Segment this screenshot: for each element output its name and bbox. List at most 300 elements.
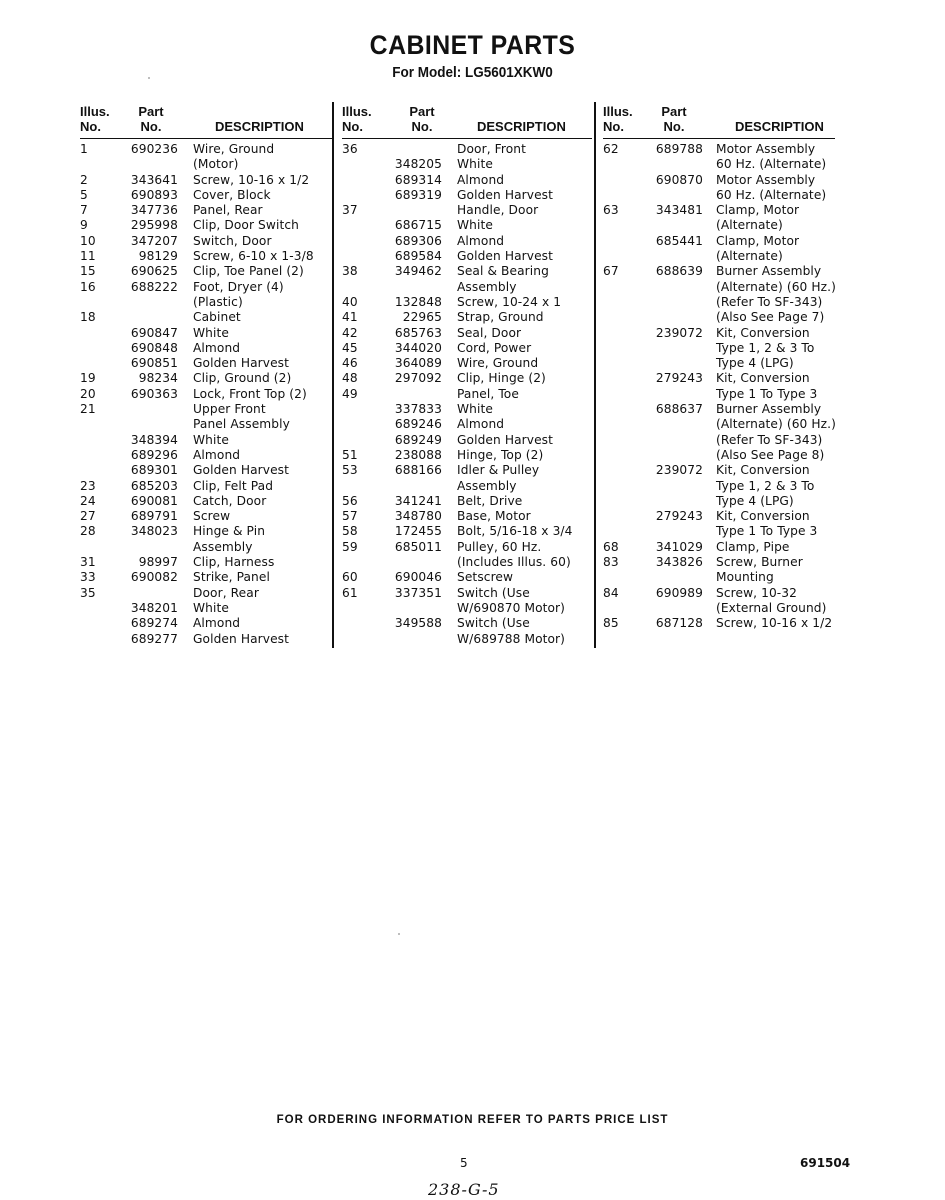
illus-no: 62 [603, 142, 619, 156]
parts-row [80, 433, 332, 448]
description: Upper Front [193, 402, 266, 417]
parts-row [80, 524, 332, 539]
description: Handle, Door [457, 203, 539, 218]
part-no [637, 601, 716, 616]
illus-no [80, 356, 118, 371]
illus-no [80, 448, 118, 463]
parts-row [80, 463, 332, 478]
description: Idler & Pulley [457, 463, 540, 478]
parts-row [342, 601, 592, 616]
parts-row [80, 218, 332, 233]
description: Kit, Conversion [716, 509, 810, 524]
description: Door, Rear [193, 585, 259, 600]
illus-no [80, 341, 118, 356]
illus-no: 35 [80, 585, 96, 600]
parts-row [342, 188, 592, 203]
column-header [80, 104, 332, 139]
part-no: 689791 [130, 509, 178, 524]
part-no: 690363 [130, 386, 178, 401]
parts-row [603, 326, 835, 341]
description: Panel, Rear [193, 203, 263, 218]
parts-row [342, 524, 592, 539]
model-subtitle: For Model: LG5601XKW0 [392, 64, 553, 81]
description-header: DESCRIPTION [477, 119, 566, 134]
illus-no: 53 [342, 463, 358, 478]
illus-no [342, 555, 382, 570]
part-no [637, 341, 716, 356]
description: Cord, Power [457, 340, 532, 355]
parts-row [342, 157, 592, 172]
part-no [637, 417, 716, 432]
illus-no: 67 [603, 264, 619, 279]
illus-no [342, 479, 382, 494]
parts-row [603, 570, 835, 585]
description: Almond [193, 340, 241, 355]
illus-no [603, 509, 637, 524]
parts-row [80, 310, 332, 325]
description: Clip, Ground (2) [193, 371, 292, 386]
description: Clip, Harness [193, 555, 275, 570]
part-no [637, 387, 716, 402]
parts-row [603, 249, 835, 264]
description: Type 4 (LPG) [716, 493, 794, 508]
description: (Refer To SF-343) [716, 294, 823, 309]
parts-column-1 [80, 104, 332, 647]
illus-no [603, 249, 637, 264]
parts-row [80, 494, 332, 509]
part-no: 688166 [394, 463, 442, 478]
illus-no [603, 463, 637, 478]
description: Golden Harvest [457, 187, 554, 202]
parts-row [603, 540, 835, 555]
parts-row [80, 540, 332, 555]
parts-row [603, 448, 835, 463]
parts-row [80, 509, 332, 524]
illus-no-header: Illus. No. [342, 104, 372, 134]
description-header: DESCRIPTION [215, 119, 304, 134]
parts-row [342, 494, 592, 509]
description: Type 1 To Type 3 [716, 524, 818, 539]
part-no [382, 555, 457, 570]
description: Clip, Hinge (2) [457, 371, 546, 386]
part-no [118, 540, 193, 555]
illus-no [603, 570, 637, 585]
part-no: 348780 [394, 509, 442, 524]
description: Clamp, Motor [716, 233, 800, 248]
description: Clamp, Motor [716, 203, 800, 218]
illus-no: 60 [342, 570, 358, 585]
illus-no: 24 [80, 493, 96, 508]
ordering-note: FOR ORDERING INFORMATION REFER TO PARTS PRICE LIST [276, 1114, 669, 1126]
illus-no [80, 326, 118, 341]
part-no [637, 494, 716, 509]
description: Motor Assembly [716, 172, 816, 187]
part-no [118, 295, 193, 310]
illus-no: 59 [342, 539, 358, 554]
part-no: 689249 [394, 432, 442, 447]
illus-no [342, 402, 382, 417]
illus-no [603, 157, 637, 172]
part-no: 687128 [655, 616, 703, 631]
part-no: 239072 [655, 325, 703, 340]
part-no: 689277 [130, 631, 178, 646]
illus-no: 21 [80, 402, 96, 417]
part-no: 685763 [394, 325, 442, 340]
illus-no: 10 [80, 233, 96, 248]
part-no: 689296 [130, 447, 178, 462]
part-no [637, 157, 716, 172]
illus-no: 57 [342, 509, 358, 524]
illus-no [342, 280, 382, 295]
illus-no: 38 [342, 264, 358, 279]
part-no: 689301 [130, 463, 178, 478]
part-no: 132848 [394, 294, 442, 309]
part-no: 98234 [138, 371, 178, 386]
description: Almond [457, 172, 505, 187]
description: White [193, 325, 229, 340]
parts-row [603, 479, 835, 494]
parts-row [80, 234, 332, 249]
description: Setscrew [457, 570, 514, 585]
description: Pulley, 60 Hz. [457, 539, 542, 554]
illus-no: 45 [342, 340, 358, 355]
parts-row [342, 632, 592, 647]
illus-no: 46 [342, 356, 358, 371]
description: Belt, Drive [457, 493, 523, 508]
description: Kit, Conversion [716, 371, 810, 386]
description: Golden Harvest [457, 432, 554, 447]
description: Clip, Door Switch [193, 218, 299, 233]
part-no: 685011 [394, 539, 442, 554]
part-no: 690851 [130, 356, 178, 371]
illus-no [603, 173, 637, 188]
parts-row [603, 310, 835, 325]
illus-no-header: Illus. No. [603, 104, 633, 134]
parts-list [80, 139, 332, 647]
illus-no: 56 [342, 493, 358, 508]
description: Catch, Door [193, 493, 267, 508]
part-no: 688637 [655, 402, 703, 417]
description: Type 1 To Type 3 [716, 386, 818, 401]
description: Screw, 10-16 x 1/2 [193, 172, 310, 187]
parts-row [603, 218, 835, 233]
illus-no: 58 [342, 524, 358, 539]
part-no [637, 249, 716, 264]
part-no-header: Part No. [409, 104, 435, 134]
part-no [118, 157, 193, 172]
illus-no: 9 [80, 218, 88, 233]
illus-no: 68 [603, 539, 619, 554]
part-no: 688639 [655, 264, 703, 279]
description: Type 1, 2 & 3 To [716, 340, 815, 355]
parts-row [342, 570, 592, 585]
description: (External Ground) [716, 600, 827, 615]
parts-row [342, 310, 592, 325]
parts-row [603, 203, 835, 218]
description: Clamp, Pipe [716, 539, 790, 554]
parts-list [342, 139, 592, 647]
part-no: 343826 [655, 555, 703, 570]
description: W/690870 Motor) [457, 600, 566, 615]
parts-row [603, 417, 835, 432]
part-no: 349462 [394, 264, 442, 279]
parts-row [603, 555, 835, 570]
parts-row [603, 280, 835, 295]
illus-no: 31 [80, 555, 96, 570]
part-no: 238088 [394, 447, 442, 462]
parts-row [80, 173, 332, 188]
part-no: 689314 [394, 172, 442, 187]
illus-no [342, 601, 382, 616]
part-no: 341029 [655, 539, 703, 554]
description: Kit, Conversion [716, 463, 810, 478]
illus-no: 16 [80, 279, 96, 294]
illus-no: 11 [80, 249, 96, 264]
part-no: 690847 [130, 325, 178, 340]
illus-no [603, 524, 637, 539]
parts-row [342, 509, 592, 524]
parts-row [80, 249, 332, 264]
part-no [637, 524, 716, 539]
part-no: 690082 [130, 570, 178, 585]
parts-row [342, 586, 592, 601]
parts-column-3 [603, 104, 835, 632]
parts-row [342, 371, 592, 386]
column-header [342, 104, 592, 139]
description: Golden Harvest [193, 356, 290, 371]
part-no: 297092 [394, 371, 442, 386]
part-no: 349588 [394, 616, 442, 631]
parts-row [603, 157, 835, 172]
illus-no-header: Illus. No. [80, 104, 110, 134]
illus-no [603, 341, 637, 356]
part-no: 239072 [655, 463, 703, 478]
parts-row [80, 387, 332, 402]
illus-no [80, 433, 118, 448]
part-no [637, 280, 716, 295]
parts-row [603, 264, 835, 279]
illus-no: 85 [603, 616, 619, 631]
part-no: 295998 [130, 218, 178, 233]
description: Almond [193, 447, 241, 462]
illus-no: 7 [80, 203, 88, 218]
parts-row [342, 448, 592, 463]
part-no: 690870 [655, 172, 703, 187]
description: Cabinet [193, 310, 241, 325]
description: Base, Motor [457, 509, 531, 524]
part-no: 98997 [138, 555, 178, 570]
illus-no [80, 601, 118, 616]
part-no: 690989 [655, 585, 703, 600]
part-no [118, 417, 193, 432]
description: White [457, 218, 493, 233]
illus-no [342, 616, 382, 631]
description: Screw, 10-24 x 1 [457, 294, 562, 309]
parts-row [342, 326, 592, 341]
parts-column-2 [342, 104, 592, 647]
description: Mounting [716, 570, 774, 585]
illus-no [80, 632, 118, 647]
description: Switch, Door [193, 233, 272, 248]
description: Bolt, 5/16-18 x 3/4 [457, 524, 573, 539]
part-no: 348394 [130, 432, 178, 447]
part-no: 689319 [394, 187, 442, 202]
description: Screw, Burner [716, 555, 803, 570]
illus-no [342, 249, 382, 264]
part-no [637, 479, 716, 494]
description: Golden Harvest [457, 249, 554, 264]
part-no: 348023 [130, 524, 178, 539]
parts-row [80, 448, 332, 463]
parts-row [603, 173, 835, 188]
description: Screw, 10-16 x 1/2 [716, 616, 833, 631]
part-no: 347736 [130, 203, 178, 218]
illus-no: 27 [80, 509, 96, 524]
parts-row [603, 494, 835, 509]
description: 60 Hz. (Alternate) [716, 187, 827, 202]
parts-row [80, 295, 332, 310]
illus-no [603, 310, 637, 325]
illus-no [603, 601, 637, 616]
description: Assembly [457, 478, 517, 493]
parts-row [80, 479, 332, 494]
description: W/689788 Motor) [457, 631, 566, 646]
illus-no: 63 [603, 203, 619, 218]
part-no: 686715 [394, 218, 442, 233]
parts-row [342, 234, 592, 249]
illus-no: 84 [603, 585, 619, 600]
description: (Alternate) (60 Hz.) [716, 417, 836, 432]
illus-no [603, 479, 637, 494]
parts-row [603, 387, 835, 402]
part-no [637, 448, 716, 463]
description: Seal & Bearing [457, 264, 549, 279]
part-no: 172455 [394, 524, 442, 539]
parts-row [342, 142, 592, 157]
parts-row [80, 586, 332, 601]
parts-row [80, 601, 332, 616]
parts-row [80, 555, 332, 570]
part-no [118, 310, 193, 325]
parts-row [603, 586, 835, 601]
part-no-header: Part No. [138, 104, 164, 134]
illus-no [603, 448, 637, 463]
parts-row [603, 234, 835, 249]
description: Almond [457, 233, 505, 248]
page-title: CABINET PARTS [369, 30, 576, 60]
illus-no [342, 417, 382, 432]
parts-row [80, 632, 332, 647]
parts-row [342, 203, 592, 218]
illus-no [342, 173, 382, 188]
parts-row [342, 387, 592, 402]
description: (Also See Page 7) [716, 310, 825, 325]
part-no: 337833 [394, 402, 442, 417]
parts-row [80, 356, 332, 371]
illus-no: 37 [342, 203, 358, 218]
part-no [637, 218, 716, 233]
part-no: 690848 [130, 340, 178, 355]
parts-list [603, 139, 835, 632]
description: White [193, 600, 229, 615]
part-no [382, 601, 457, 616]
illus-no [80, 463, 118, 478]
description: Switch (Use [457, 585, 530, 600]
description: (Refer To SF-343) [716, 432, 823, 447]
part-no [118, 586, 193, 601]
part-no [637, 310, 716, 325]
illus-no [603, 326, 637, 341]
parts-row [603, 402, 835, 417]
illus-no [80, 540, 118, 555]
description: Panel, Toe [457, 386, 519, 401]
description: (Includes Illus. 60) [457, 555, 571, 570]
description: Screw [193, 509, 231, 524]
description: (Alternate) [716, 218, 783, 233]
part-no [382, 387, 457, 402]
parts-row [342, 280, 592, 295]
illus-no [603, 494, 637, 509]
description: Screw, 6-10 x 1-3/8 [193, 249, 314, 264]
part-no: 685203 [130, 478, 178, 493]
parts-row [80, 264, 332, 279]
description: Strap, Ground [457, 310, 544, 325]
part-no: 341241 [394, 493, 442, 508]
description: Almond [457, 417, 505, 432]
part-no: 689306 [394, 233, 442, 248]
parts-row [342, 264, 592, 279]
description: Wire, Ground [193, 142, 275, 156]
description: Door, Front [457, 142, 526, 156]
illus-no [603, 295, 637, 310]
illus-no: 1 [80, 142, 88, 156]
part-no: 348201 [130, 600, 178, 615]
part-no: 690236 [130, 142, 178, 156]
part-no: 22965 [402, 310, 442, 325]
parts-row [603, 142, 835, 157]
part-no [118, 402, 193, 417]
illus-no: 36 [342, 142, 358, 156]
illus-no [342, 632, 382, 647]
part-no [382, 203, 457, 218]
parts-row [603, 616, 835, 631]
description: White [457, 157, 493, 172]
description-header: DESCRIPTION [735, 119, 824, 134]
illus-no [342, 433, 382, 448]
description: White [457, 402, 493, 417]
part-no: 343481 [655, 203, 703, 218]
illus-no [342, 234, 382, 249]
illus-no [603, 433, 637, 448]
parts-row [342, 433, 592, 448]
part-no: 343641 [130, 172, 178, 187]
page-number: 5 [460, 1156, 468, 1170]
parts-row [342, 341, 592, 356]
illus-no: 15 [80, 264, 96, 279]
parts-row [342, 555, 592, 570]
parts-row [80, 157, 332, 172]
part-no: 689584 [394, 249, 442, 264]
illus-no [342, 188, 382, 203]
illus-no [603, 234, 637, 249]
part-no: 690625 [130, 264, 178, 279]
parts-row [603, 356, 835, 371]
description: Seal, Door [457, 325, 522, 340]
description: (Alternate) (60 Hz.) [716, 279, 836, 294]
part-no: 279243 [655, 509, 703, 524]
parts-row [342, 540, 592, 555]
illus-no: 19 [80, 371, 96, 386]
